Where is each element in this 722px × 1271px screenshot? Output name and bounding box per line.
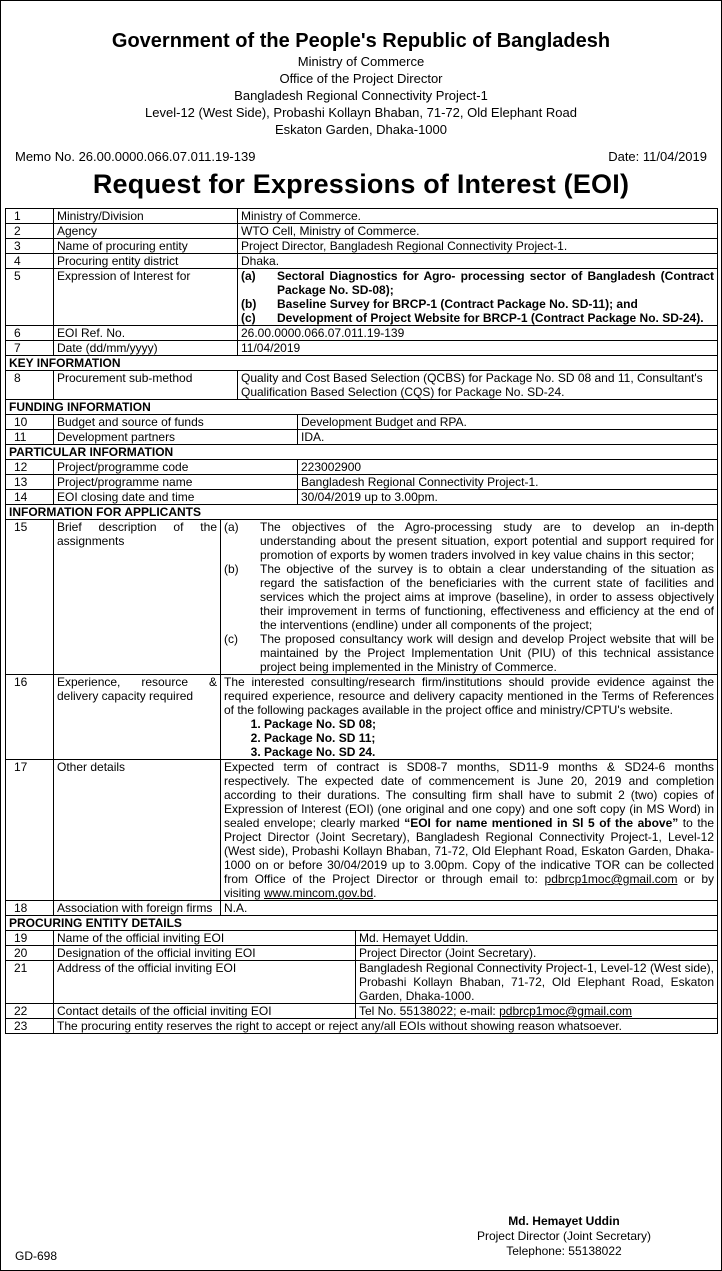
row-number: 10 [6, 415, 54, 430]
section-header-row [6, 445, 718, 460]
ministry-line: Ministry of Commerce [297, 54, 425, 69]
row-label: Procuring entity district [54, 254, 238, 269]
row-value: Md. Hemayet Uddin. [356, 931, 718, 946]
row-number: 4 [6, 254, 54, 269]
row-label: Development partners [54, 430, 298, 445]
row-label: Contact details of the official inviting EOI [54, 1004, 356, 1019]
row-value: Quality and Cost Based Selection (QCBS) for Package No. SD 08 and 11, Consultant's Qualification Based Selection (CQS) for Package No. SD-24. [238, 371, 718, 400]
section-heading-funding: FUNDING INFORMATION [6, 400, 718, 415]
section-header-row [6, 505, 718, 520]
row-value: Bangladesh Regional Connectivity Project-1, Level-12 (West side), Probashi Kollayn Bhaban, 71-72, Old Elephant Road, Eskaton Garden, Dhaka-1000. [356, 961, 718, 1004]
row-label: Agency [54, 224, 238, 239]
row-value: 223002900 [298, 460, 718, 475]
row-label: Project/programme code [54, 460, 298, 475]
row-number: 19 [6, 931, 54, 946]
contact-details: Tel No. 55138022; e-mail: pdbrcp1moc@gmail.com [356, 1004, 718, 1019]
row-number: 11 [6, 430, 54, 445]
row-label: Ministry/Division [54, 209, 238, 224]
row-label: Association with foreign firms [54, 901, 221, 916]
row-value: Bangladesh Regional Connectivity Project-1. [298, 475, 718, 490]
other-details: Expected term of contract is SD08-7 months, SD11-9 months & SD24-6 months respectively. The expected date of commencement is June 20, 2019 and completion according to their durations. The consulting firm shall have to submit 2 (two) copies of Expression of Interest (EOI) (one original and one copy) and one soft copy (in MS Word) in sealed envelope; clearly marked “EOI for name mentioned in Sl 5 of the above” to the Project Director (Joint Secretary), Bangladesh Regional Connectivity Project-1, Level-12 (West side), Probashi Kollayn Bhaban, 71-72, Old Elephant Road, Eskaton Garden, Dhaka-1000 on or before 30/04/2019 up to 3.00pm. Copy of the indicative TOR can be collected from Office of the Project Director or through email to: pdbrcp1moc@gmail.com or by visiting www.mincom.gov.bd. [221, 760, 718, 901]
table-row [6, 415, 718, 430]
list-item: 3. Package No. SD 24. [264, 745, 714, 759]
section-heading-applicants: INFORMATION FOR APPLICANTS [6, 505, 718, 520]
row-value: WTO Cell, Ministry of Commerce. [238, 224, 718, 239]
row-number: 1 [6, 209, 54, 224]
row-label: Name of procuring entity [54, 239, 238, 254]
table-row [6, 1004, 718, 1019]
row-value: Project Director, Bangladesh Regional Connectivity Project-1. [238, 239, 718, 254]
row-number: 13 [6, 475, 54, 490]
table-row [6, 961, 718, 1004]
table-row [6, 946, 718, 961]
list-item: 2. Package No. SD 11; [264, 731, 714, 745]
section-heading-key: KEY INFORMATION [6, 356, 718, 371]
table-row [6, 475, 718, 490]
address-line-2: Eskaton Garden, Dhaka-1000 [275, 122, 447, 137]
row-number: 6 [6, 326, 54, 341]
signatory-designation: Project Director (Joint Secretary) [476, 1229, 651, 1243]
table-row [6, 209, 718, 224]
letterhead [1, 29, 721, 138]
table-row [6, 460, 718, 475]
memo-number: Memo No. 26.00.0000.066.07.011.19-139 [15, 149, 256, 164]
row-number: 18 [6, 901, 54, 916]
assignment-descriptions [221, 520, 718, 675]
row-value: 26.00.0000.066.07.011.19-139 [238, 326, 718, 341]
row-number: 23 [6, 1019, 54, 1034]
row-number: 3 [6, 239, 54, 254]
row-number: 2 [6, 224, 54, 239]
row-label: Designation of the official inviting EOI [54, 946, 356, 961]
row-label: Address of the official inviting EOI [54, 961, 356, 1004]
row-number: 21 [6, 961, 54, 1004]
row-value: Ministry of Commerce. [238, 209, 718, 224]
office-line: Office of the Project Director [279, 71, 443, 86]
row-label: Other details [54, 760, 221, 901]
table-row [6, 341, 718, 356]
row-value: IDA. [298, 430, 718, 445]
row-number: 8 [6, 371, 54, 400]
table-row [6, 371, 718, 400]
list-item: (c) Development of Project Website for BRCP-1 (Contract Package No. SD-24). [241, 311, 704, 325]
row-label: Brief description of the assignments [54, 520, 221, 675]
table-row [6, 269, 718, 326]
memo-row [15, 149, 707, 164]
signatory-telephone: Telephone: 55138022 [506, 1244, 622, 1258]
signatory-name: Md. Hemayet Uddin [508, 1214, 620, 1228]
row-label: Expression of Interest for [54, 269, 238, 326]
row-number: 16 [6, 675, 54, 760]
row-value: The interested consulting/research firm/institutions should provide evidence against the required experience, resource and delivery capacity mentioned in the Terms of References of the following packages available in the project office and ministry/CPTU's website. [224, 675, 714, 717]
table-row [6, 326, 718, 341]
table-row [6, 931, 718, 946]
section-header-row [6, 356, 718, 371]
row-value: Project Director (Joint Secretary). [356, 946, 718, 961]
row-value: Development Budget and RPA. [298, 415, 718, 430]
government-title: Government of the People's Republic of Bangladesh [111, 30, 611, 52]
email-link[interactable]: pdbrcp1moc@gmail.com [544, 872, 678, 886]
row-label: Procurement sub-method [54, 371, 238, 400]
row-number: 14 [6, 490, 54, 505]
project-line: Bangladesh Regional Connectivity Project-1 [234, 88, 488, 103]
list-item: 1. Package No. SD 08; [264, 717, 714, 731]
website-link[interactable]: www.mincom.gov.bd [264, 886, 374, 900]
package-list [224, 717, 714, 759]
row-label: EOI closing date and time [54, 490, 298, 505]
list-item: (b) Baseline Survey for BRCP-1 (Contract Package No. SD-11); and [241, 297, 638, 311]
row-value: 11/04/2019 [238, 341, 718, 356]
table-row [6, 520, 718, 675]
row-label: Date (dd/mm/yyyy) [54, 341, 238, 356]
list-item: (b) The objective of the survey is to obtain a clear understanding of the situation as regard the satisfaction of the beneficiaries with the current state of facilities and services which the project aims at improve (baseline), in order to assess objectively their improvement in terms of functioning, effectiveness and efficiency at the end of the interventions (endline) under all components of the project; [224, 562, 714, 632]
row-number: 12 [6, 460, 54, 475]
list-item: (c) The proposed consultancy work will design and develop Project website that will be maintained by the Project Implementation Unit (PIU) of this technical assistance project being implemented in the Ministry of Commerce. [224, 632, 714, 674]
row-value: N.A. [221, 901, 718, 916]
table-row [6, 490, 718, 505]
table-row [6, 1019, 718, 1034]
table-row [6, 224, 718, 239]
table-row [6, 239, 718, 254]
table-row [6, 760, 718, 901]
memo-date: Date: 11/04/2019 [608, 149, 707, 164]
eoi-envelope-marking: “EOI for name mentioned in Sl 5 of the above” [404, 816, 679, 830]
row-number: 17 [6, 760, 54, 901]
table-row [6, 675, 718, 760]
email-link[interactable]: pdbrcp1moc@gmail.com [499, 1004, 632, 1018]
eoi-packages-list [238, 269, 718, 326]
row-value: 30/04/2019 up to 3.00pm. [298, 490, 718, 505]
section-heading-particular: PARTICULAR INFORMATION [6, 445, 718, 460]
row-number: 20 [6, 946, 54, 961]
signature-block [477, 1214, 651, 1259]
table-row [6, 901, 718, 916]
table-row [6, 254, 718, 269]
row-value: The procuring entity reserves the right to accept or reject any/all EOIs without showing reason whatsoever. [54, 1019, 718, 1034]
row-label: Project/programme name [54, 475, 298, 490]
table-row [6, 430, 718, 445]
list-item: (a) The objectives of the Agro-processing study are to develop an in-depth understanding about the present situation, export potential and support required for promotion of exports by women traders involved in key value chains in this sector; [224, 520, 714, 562]
eoi-table [5, 208, 718, 1034]
row-label: Name of the official inviting EOI [54, 931, 356, 946]
row-number: 15 [6, 520, 54, 675]
row-label: Experience, resource & delivery capacity required [54, 675, 221, 760]
document-title: Request for Expressions of Interest (EOI) [92, 169, 630, 199]
row-value: Dhaka. [238, 254, 718, 269]
row-number: 22 [6, 1004, 54, 1019]
section-header-row [6, 916, 718, 931]
row-label: Budget and source of funds [54, 415, 298, 430]
row-number: 5 [6, 269, 54, 326]
section-heading-procuring: PROCURING ENTITY DETAILS [6, 916, 718, 931]
row-number: 7 [6, 341, 54, 356]
list-item: (a) Sectoral Diagnostics for Agro- processing sector of Bangladesh (Contract Package No. SD-08); [241, 269, 714, 297]
gd-code: GD-698 [15, 1249, 58, 1263]
experience-requirements [221, 675, 718, 760]
row-label: EOI Ref. No. [54, 326, 238, 341]
section-header-row [6, 400, 718, 415]
address-line-1: Level-12 (West Side), Probashi Kollayn Bhaban, 71-72, Old Elephant Road [145, 105, 577, 120]
